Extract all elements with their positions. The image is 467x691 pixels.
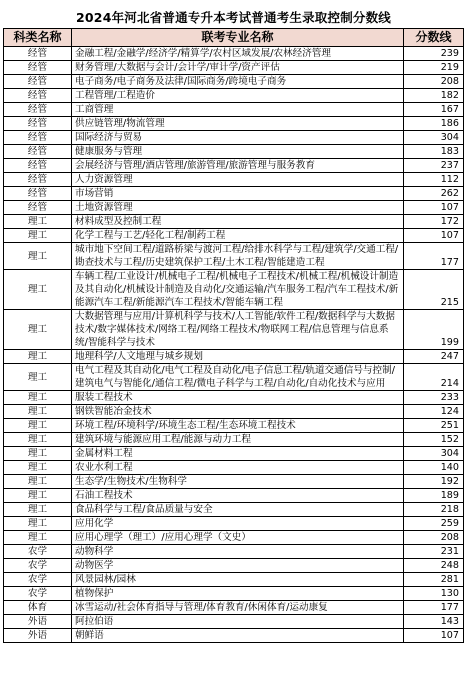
row-majors: 环境工程/环境科学/环境生态工程/生态环境工程技术: [72, 419, 404, 433]
row-majors: 地理科学/人文地理与城乡规划: [72, 350, 404, 364]
table-row: [4, 61, 464, 75]
row-majors: 石油工程技术: [72, 489, 404, 503]
table-row: [4, 447, 464, 461]
table-row: [4, 601, 464, 615]
row-category: 外语: [4, 629, 72, 643]
row-score: 177: [404, 243, 464, 270]
row-category: 经管: [4, 47, 72, 61]
row-majors: 电气工程及其自动化/电气工程及自动化/电子信息工程/轨道交通信号与控制/建筑电气与智能化/通信工程/微电子科学与工程/自动化/自动化技术与应用: [72, 364, 404, 391]
row-score: 172: [404, 215, 464, 229]
table-row: [4, 489, 464, 503]
table-row: [4, 391, 464, 405]
table-row: [4, 131, 464, 145]
row-score: 124: [404, 405, 464, 419]
document-title: 2024年河北省普通专升本考试普通考生录取控制分数线: [76, 10, 391, 25]
row-category: 理工: [4, 350, 72, 364]
table-row: [4, 587, 464, 601]
row-majors: 植物保护: [72, 587, 404, 601]
row-score: 233: [404, 391, 464, 405]
row-majors: 国际经济与贸易: [72, 131, 404, 145]
row-category: 经管: [4, 117, 72, 131]
header-category: 科类名称: [4, 29, 72, 47]
row-majors: 金属材料工程: [72, 447, 404, 461]
row-category: 经管: [4, 201, 72, 215]
table-row: [4, 517, 464, 531]
row-category: 农学: [4, 573, 72, 587]
row-score: 208: [404, 531, 464, 545]
row-majors: 会展经济与管理/酒店管理/旅游管理/旅游管理与服务教育: [72, 159, 404, 173]
table-row: [4, 75, 464, 89]
row-majors: 车辆工程/工业设计/机械电子工程/机械电子工程技术/机械工程/机械设计制造及其自动化/机械设计制造及自动化/交通运输/汽车服务工程/汽车工程技术/新能源汽车工程/新能源汽车工程技术/智能车辆工程: [72, 270, 404, 310]
row-score: 304: [404, 447, 464, 461]
score-table: [3, 28, 464, 643]
row-score: 218: [404, 503, 464, 517]
table-row: [4, 419, 464, 433]
row-majors: 应用化学: [72, 517, 404, 531]
table-row: [4, 310, 464, 350]
row-majors: 材料成型及控制工程: [72, 215, 404, 229]
row-majors: 城市地下空间工程/道路桥梁与渡河工程/给排水科学与工程/建筑学/交通工程/勘查技术与工程/历史建筑保护工程/土木工程/智能建造工程: [72, 243, 404, 270]
row-category: 理工: [4, 517, 72, 531]
row-category: 经管: [4, 187, 72, 201]
row-majors: 健康服务与管理: [72, 145, 404, 159]
table-row: [4, 47, 464, 61]
row-score: 130: [404, 587, 464, 601]
table-row: [4, 270, 464, 310]
row-score: 167: [404, 103, 464, 117]
row-majors: 动物医学: [72, 559, 404, 573]
table-row: [4, 405, 464, 419]
row-category: 理工: [4, 270, 72, 310]
row-score: 189: [404, 489, 464, 503]
row-category: 理工: [4, 531, 72, 545]
table-row: [4, 629, 464, 643]
table-row: [4, 433, 464, 447]
row-score: 183: [404, 145, 464, 159]
row-category: 理工: [4, 475, 72, 489]
table-row: [4, 573, 464, 587]
table-row: [4, 229, 464, 243]
row-category: 外语: [4, 615, 72, 629]
row-score: 182: [404, 89, 464, 103]
row-category: 经管: [4, 75, 72, 89]
row-score: 107: [404, 229, 464, 243]
row-score: 215: [404, 270, 464, 310]
row-majors: 工商管理: [72, 103, 404, 117]
table-row: [4, 215, 464, 229]
table-row: [4, 173, 464, 187]
row-majors: 工程管理/工程造价: [72, 89, 404, 103]
table-row: [4, 103, 464, 117]
row-category: 理工: [4, 229, 72, 243]
row-score: 251: [404, 419, 464, 433]
row-score: 208: [404, 75, 464, 89]
row-category: 理工: [4, 489, 72, 503]
row-score: 231: [404, 545, 464, 559]
row-score: 262: [404, 187, 464, 201]
table-row: [4, 531, 464, 545]
row-score: 248: [404, 559, 464, 573]
row-score: 219: [404, 61, 464, 75]
row-score: 239: [404, 47, 464, 61]
row-majors: 服装工程技术: [72, 391, 404, 405]
row-score: 186: [404, 117, 464, 131]
row-majors: 化学工程与工艺/轻化工程/制药工程: [72, 229, 404, 243]
table-header-row: [4, 29, 464, 47]
row-score: 237: [404, 159, 464, 173]
row-score: 112: [404, 173, 464, 187]
table-row: [4, 350, 464, 364]
row-score: 247: [404, 350, 464, 364]
table-row: [4, 461, 464, 475]
table-row: [4, 243, 464, 270]
row-score: 259: [404, 517, 464, 531]
table-row: [4, 201, 464, 215]
row-majors: 朝鲜语: [72, 629, 404, 643]
row-category: 理工: [4, 447, 72, 461]
row-score: 199: [404, 310, 464, 350]
row-score: 107: [404, 201, 464, 215]
row-category: 理工: [4, 364, 72, 391]
row-majors: 应用心理学（理工）/应用心理学（文史）: [72, 531, 404, 545]
row-category: 理工: [4, 215, 72, 229]
table-row: [4, 475, 464, 489]
row-category: 经管: [4, 103, 72, 117]
row-score: 107: [404, 629, 464, 643]
row-score: 192: [404, 475, 464, 489]
row-category: 理工: [4, 243, 72, 270]
row-category: 经管: [4, 131, 72, 145]
row-category: 农学: [4, 587, 72, 601]
row-score: 304: [404, 131, 464, 145]
row-category: 经管: [4, 173, 72, 187]
row-majors: 冰雪运动/社会体育指导与管理/体育教育/休闲体育/运动康复: [72, 601, 404, 615]
row-score: 140: [404, 461, 464, 475]
row-category: 经管: [4, 61, 72, 75]
row-score: 177: [404, 601, 464, 615]
table-row: [4, 145, 464, 159]
row-majors: 风景园林/园林: [72, 573, 404, 587]
row-category: 经管: [4, 89, 72, 103]
row-category: 经管: [4, 145, 72, 159]
header-score: 分数线: [404, 29, 464, 47]
row-category: 理工: [4, 461, 72, 475]
row-majors: 电子商务/电子商务及法律/国际商务/跨境电子商务: [72, 75, 404, 89]
row-majors: 金融工程/金融学/经济学/精算学/农村区域发展/农林经济管理: [72, 47, 404, 61]
row-majors: 财务管理/大数据与会计/会计学/审计学/资产评估: [72, 61, 404, 75]
table-row: [4, 159, 464, 173]
row-majors: 动物科学: [72, 545, 404, 559]
row-category: 理工: [4, 391, 72, 405]
row-category: 理工: [4, 405, 72, 419]
row-majors: 土地资源管理: [72, 201, 404, 215]
table-row: [4, 89, 464, 103]
row-majors: 大数据管理与应用/计算机科学与技术/人工智能/软件工程/数据科学与大数据技术/数字媒体技术/网络工程/网络工程技术/物联网工程/信息管理与信息系统/智能科学与技术: [72, 310, 404, 350]
row-category: 农学: [4, 545, 72, 559]
row-score: 214: [404, 364, 464, 391]
row-score: 152: [404, 433, 464, 447]
table-row: [4, 615, 464, 629]
row-category: 理工: [4, 419, 72, 433]
row-category: 理工: [4, 503, 72, 517]
table-row: [4, 117, 464, 131]
row-majors: 生态学/生物技术/生物科学: [72, 475, 404, 489]
row-majors: 农业水利工程: [72, 461, 404, 475]
table-row: [4, 364, 464, 391]
row-majors: 人力资源管理: [72, 173, 404, 187]
row-score: 281: [404, 573, 464, 587]
table-row: [4, 545, 464, 559]
row-category: 体育: [4, 601, 72, 615]
row-category: 理工: [4, 310, 72, 350]
table-row: [4, 559, 464, 573]
row-majors: 市场营销: [72, 187, 404, 201]
row-majors: 阿拉伯语: [72, 615, 404, 629]
row-category: 经管: [4, 159, 72, 173]
row-majors: 供应链管理/物流管理: [72, 117, 404, 131]
row-score: 143: [404, 615, 464, 629]
row-majors: 建筑环境与能源应用工程/能源与动力工程: [72, 433, 404, 447]
row-category: 农学: [4, 559, 72, 573]
table-row: [4, 503, 464, 517]
row-category: 理工: [4, 433, 72, 447]
header-majors: 联考专业名称: [72, 29, 404, 47]
row-majors: 食品科学与工程/食品质量与安全: [72, 503, 404, 517]
row-majors: 钢铁智能冶金技术: [72, 405, 404, 419]
table-row: [4, 187, 464, 201]
